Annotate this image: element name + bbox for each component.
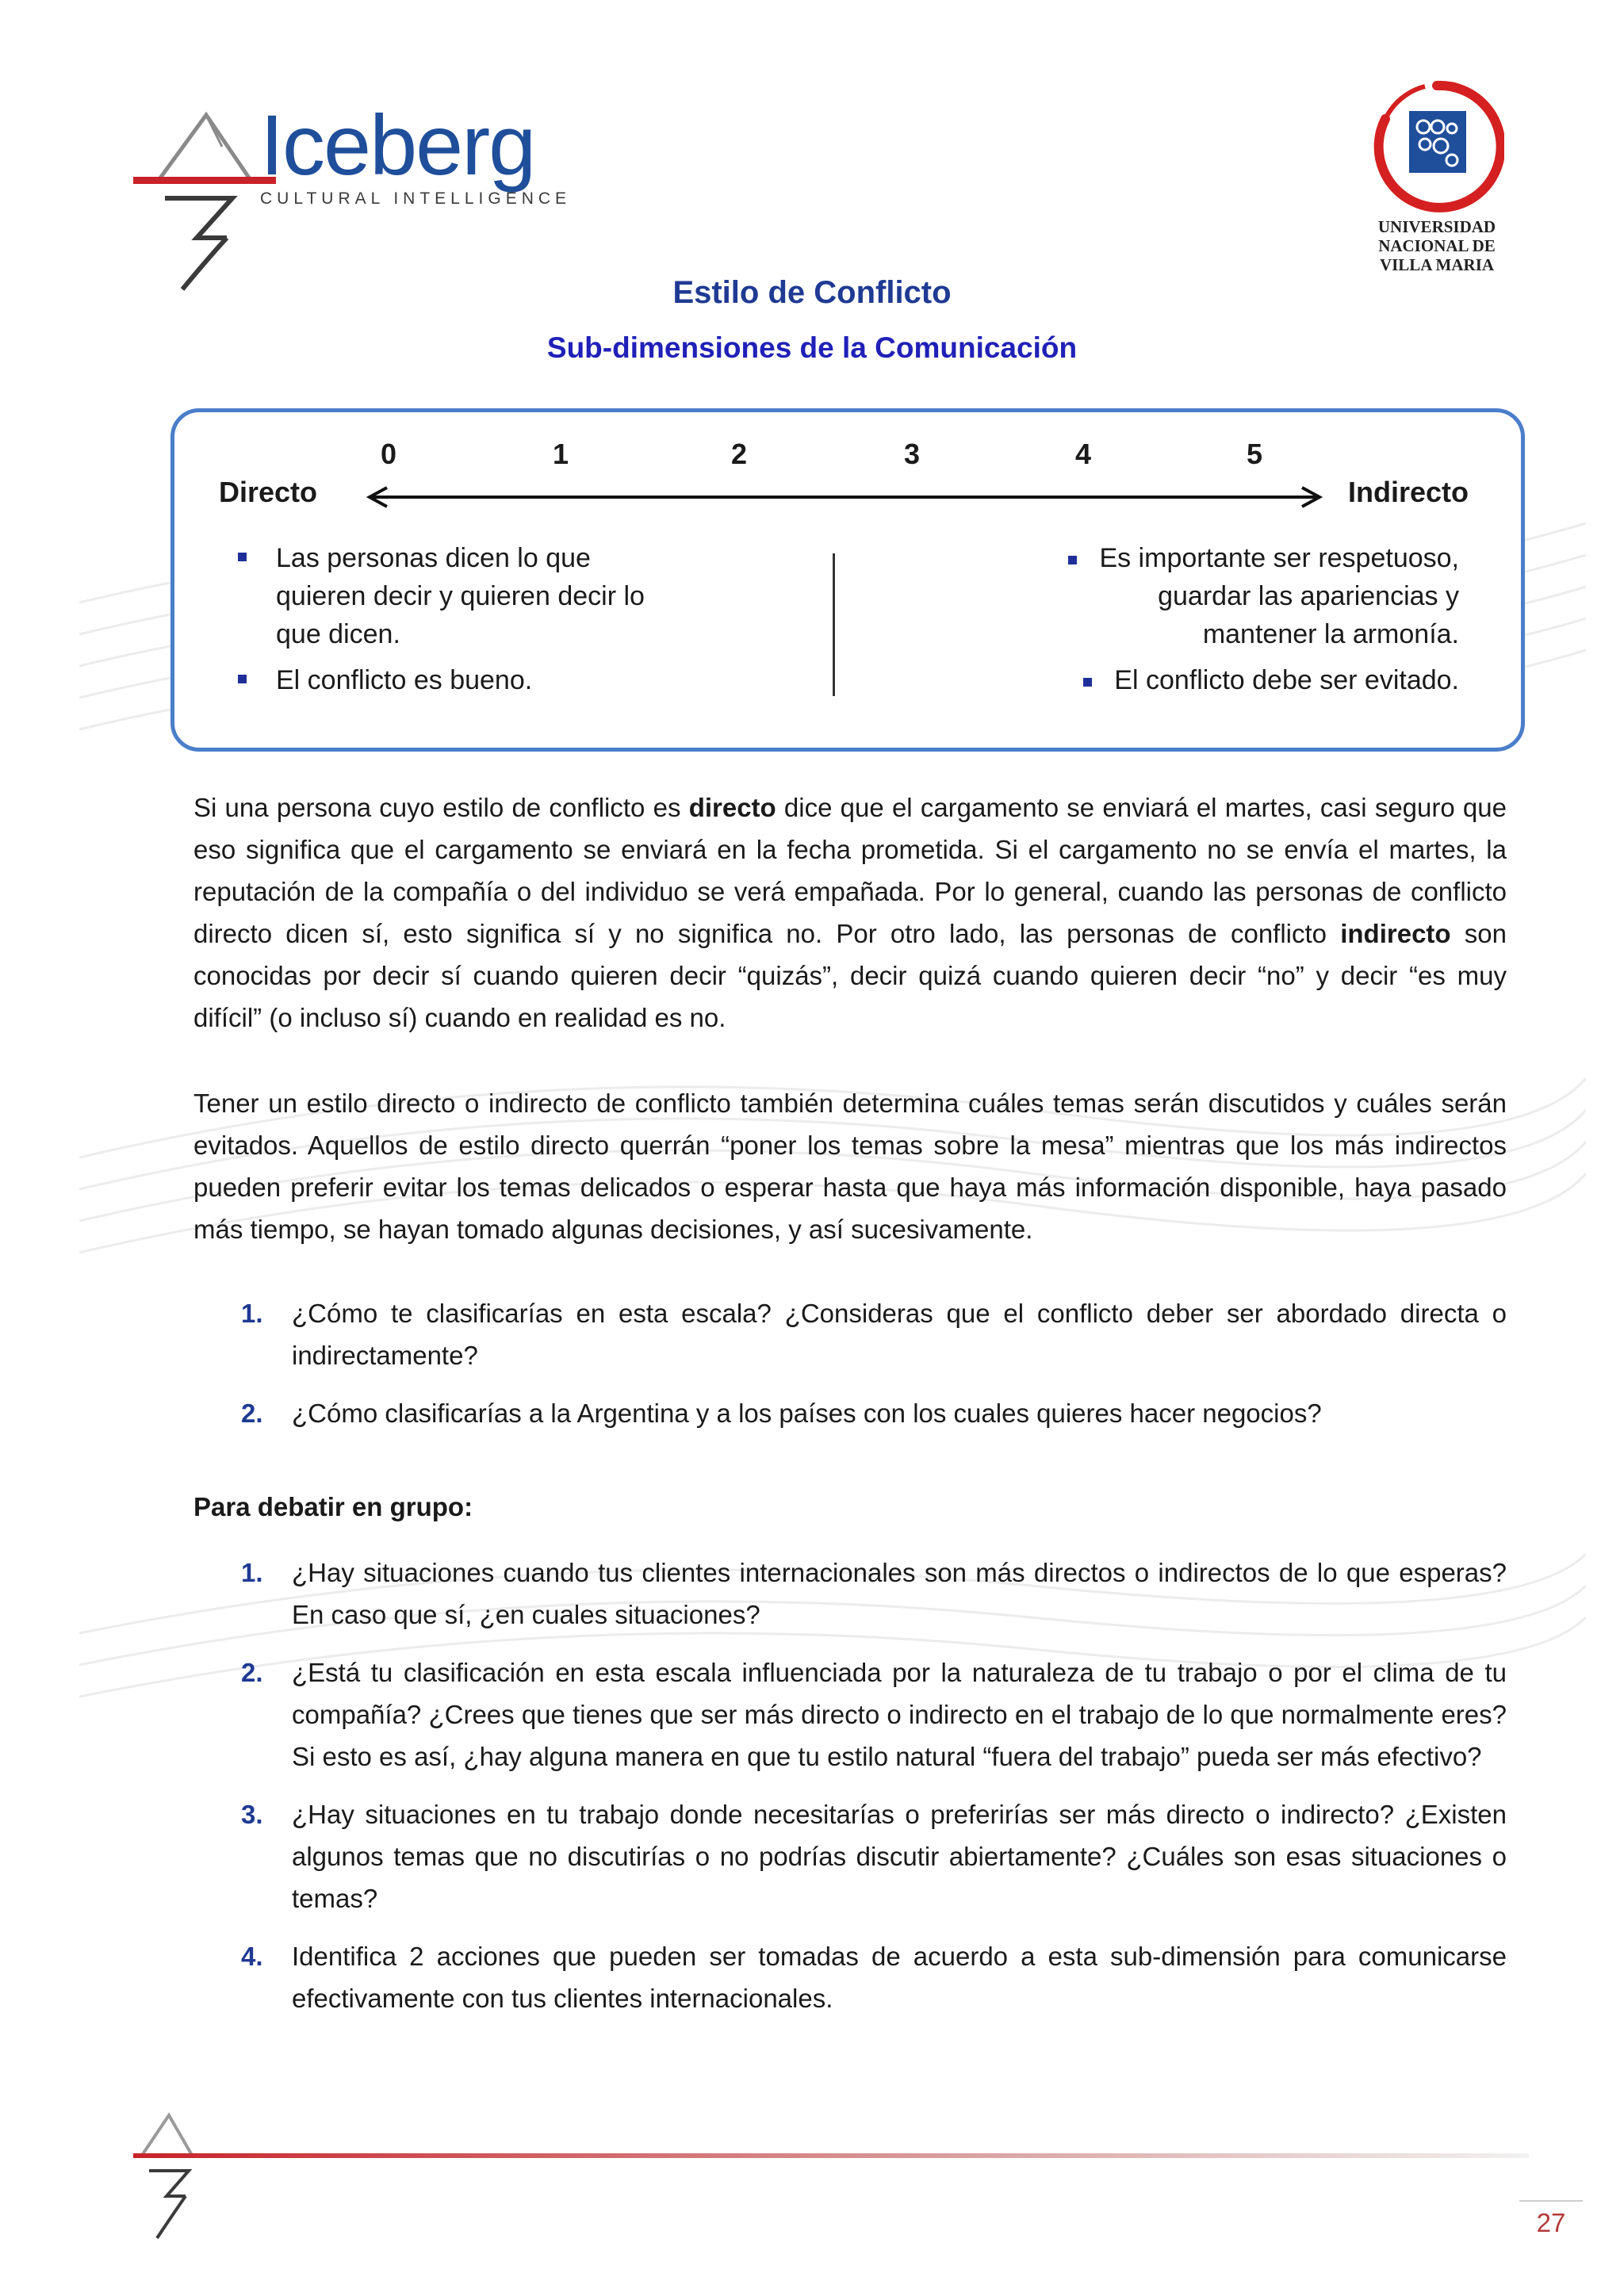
page-subtitle: Sub-dimensiones de la Comunicación	[546, 331, 1078, 364]
group-discussion-heading: Para debatir en grupo:	[193, 1492, 473, 1521]
double-arrow-icon	[365, 485, 1324, 509]
square-bullet-icon	[1068, 556, 1077, 564]
scale-left-label: Directo	[219, 476, 318, 508]
iceberg-logo	[133, 97, 572, 297]
list-item: 2. ¿Está tu clasificación en esta escala influenciada por la naturaleza de tu trabajo o por el clima de tu compañía? ¿Crees que tienes que ser más directo o indirecto en el trabajo de lo que normalmente eres? Si esto es así, ¿hay alguna manera en que tu estilo natural “fuera del trabajo” pueda ser más efectivo?	[241, 1658, 1507, 1771]
body-paragraph-2: Tener un estilo directo o indirecto de conflicto también determina cuáles temas serán discutidos y cuáles serán evitados. Aquellos de estilo directo querrán “poner los temas sobre la mesa” mientras que los más indirectos pueden preferir evitar los temas delicados o esperar hasta que haya más información disponible, haya pasado más tiempo, se hayan tomado algunas decisiones, y así sucesivamente.	[193, 1089, 1507, 1244]
list-item: Las personas dicen lo que quieren decir y quieren decir lo que dicen.	[238, 539, 682, 653]
page-number: 27	[1519, 2200, 1583, 2238]
list-item: 1. ¿Hay situaciones cuando tus clientes internacionales son más directos o indirectos de lo que esperas? En caso que sí, ¿en cuales situaciones?	[241, 1558, 1507, 1629]
university-seal-icon	[1369, 79, 1504, 214]
square-bullet-icon	[238, 675, 247, 683]
page-title: Estilo de Conflicto	[672, 275, 952, 310]
list-item: Es importante ser respetuoso, guardar las apariencias y mantener la armonía.	[999, 539, 1459, 653]
vertical-divider	[833, 553, 835, 696]
list-item: 1. ¿Cómo te clasificarías en esta escala? ¿Consideras que el conflicto deber ser abordado directa o indirectamente?	[241, 1299, 1507, 1370]
scale-tick-5: 5	[1246, 438, 1263, 470]
list-item: 4. Identifica 2 acciones que pueden ser tomadas de acuerdo a esta sub-dimensión para comunicarse efectivamente con tus clientes internacionales.	[241, 1942, 1507, 2013]
list-item: El conflicto debe ser evitado.	[999, 661, 1459, 699]
iceberg-logo-tagline: CULTURAL INTELLIGENCE	[260, 189, 572, 208]
university-name: UNIVERSIDAD NACIONAL DE VILLA MARIA	[1377, 217, 1496, 274]
footer-iceberg-mark	[133, 2107, 1545, 2250]
reflection-questions	[193, 1292, 1507, 1450]
direct-traits-list	[238, 539, 682, 707]
group-discussion-questions	[193, 1552, 1507, 2035]
scale-tick-4: 4	[1074, 438, 1092, 470]
body-paragraph-1: Si una persona cuyo estilo de conflicto es directo dice que el cargamento se enviará el martes, casi seguro que eso significa que el cargamento se enviará en la fecha prometida. Si el cargamento no se envía el martes, la reputación de la compañía o del individuo se verá empañada. Por lo general, cuando las personas de conflicto directo dicen sí, esto significa sí y no significa no. Por otro lado, las personas de conflicto indirecto son conocidas por decir sí cuando quieren decir “quizás”, decir quizá cuando quieren decir “no” y decir “es muy difícil” (o incluso sí) cuando en realidad es no.	[193, 793, 1507, 1032]
scale-tick-2: 2	[730, 438, 748, 470]
list-item: El conflicto es bueno.	[238, 661, 682, 699]
university-logo	[1365, 79, 1508, 277]
conflict-scale-box	[170, 408, 1525, 752]
indirect-traits-list	[999, 539, 1459, 707]
iceberg-logo-word: Iceberg	[260, 97, 535, 193]
scale-tick-3: 3	[903, 438, 921, 470]
list-item: 2. ¿Cómo clasificarías a la Argentina y a los países con los cuales quieres hacer negocios?	[241, 1399, 1322, 1428]
list-item: 3. ¿Hay situaciones en tu trabajo donde necesitarías o preferirías ser más directo o indirecto? ¿Existen algunos temas que no discutirías o no podrías discutir abiertamente? ¿Cuáles son esas situaciones o temas?	[241, 1800, 1507, 1913]
square-bullet-icon	[1083, 678, 1092, 687]
square-bullet-icon	[238, 553, 247, 561]
scale-tick-1: 1	[552, 438, 569, 470]
scale-right-label: Indirecto	[1348, 476, 1469, 508]
iceberg-mountain-icon	[133, 99, 276, 297]
scale-tick-0: 0	[380, 438, 397, 470]
